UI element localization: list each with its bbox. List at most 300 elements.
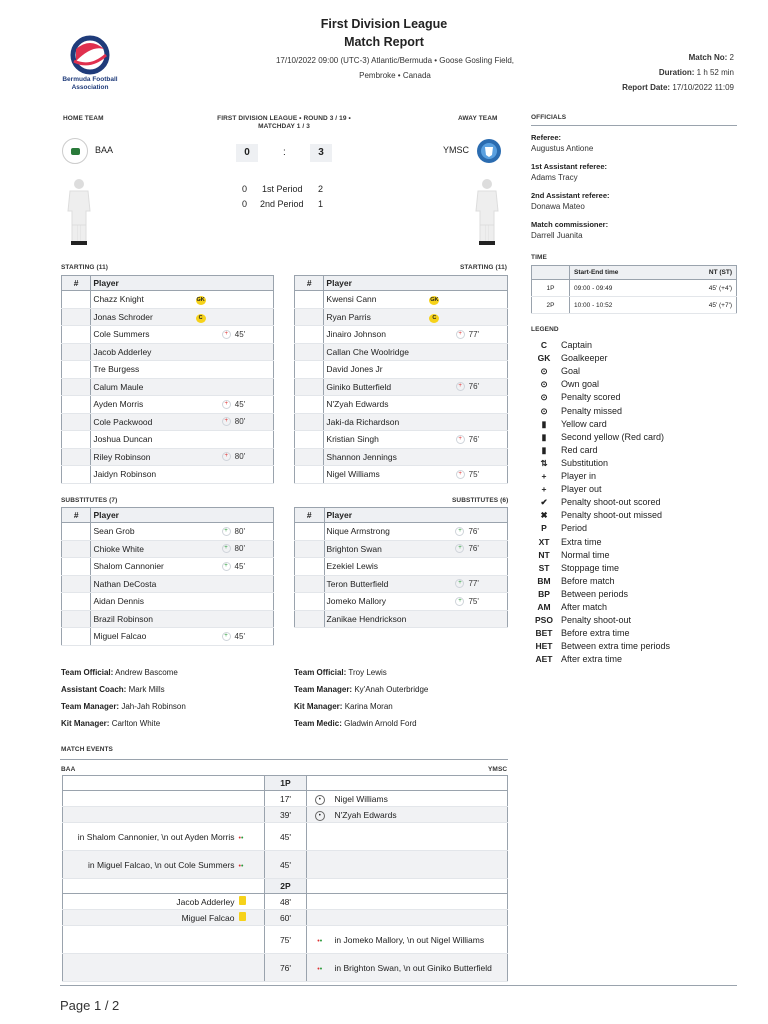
- staff-role: Team Official:: [61, 668, 114, 677]
- player-out-icon: +: [222, 400, 231, 409]
- home-team-label: HOME TEAM: [63, 115, 104, 122]
- home-team-name: BAA: [95, 145, 114, 155]
- player-name: Chioke White: [91, 540, 196, 558]
- legend-symbol: ✖: [540, 510, 548, 521]
- player-out-icon: +: [456, 330, 465, 339]
- legend-symbol: ST: [538, 562, 550, 573]
- event-home: [63, 926, 239, 954]
- period-header: [63, 879, 508, 894]
- legend-symbol: ⊙: [540, 392, 548, 403]
- player-row: [295, 523, 508, 541]
- legend-symbol: XT: [538, 536, 550, 547]
- sub-minute: 76': [468, 526, 479, 536]
- events-home-team: BAA: [61, 766, 76, 773]
- official-role: Referee:: [531, 133, 562, 142]
- event-away: [333, 894, 508, 910]
- bfa-logo: [62, 35, 118, 93]
- goal-icon: •: [315, 811, 325, 821]
- player-in-icon: +: [455, 597, 464, 606]
- event-away: [333, 823, 508, 851]
- home-kit-icon: [64, 177, 94, 247]
- legend-text: Penalty missed: [561, 405, 623, 416]
- sub-minute: 80': [234, 417, 246, 427]
- period-label: 1P: [265, 776, 307, 791]
- legend-symbol: GK: [537, 353, 551, 364]
- time-range: 10:00 - 10:52: [570, 297, 677, 314]
- event-minute: 60': [265, 910, 307, 926]
- legend-symbol: C: [540, 340, 548, 350]
- player-in-icon: +: [455, 579, 464, 588]
- legend-item: [535, 536, 602, 549]
- player-row: [62, 448, 274, 466]
- player-name: Nique Armstrong: [324, 523, 430, 541]
- player-row: [62, 540, 274, 558]
- legend-symbol: ▮: [541, 418, 547, 429]
- player-out-icon: +: [222, 330, 231, 339]
- captain-icon: C: [196, 314, 206, 323]
- away-score: 3: [310, 144, 332, 162]
- player-row: [62, 558, 274, 576]
- legend-text: Penalty shoot-out missed: [561, 510, 663, 521]
- player-name: Jacob Adderley: [91, 343, 196, 361]
- legend-item: [535, 339, 593, 352]
- player-row: [62, 361, 274, 379]
- player-number: [295, 343, 324, 361]
- col-player: Player: [324, 508, 507, 523]
- period-label: 2nd Period: [260, 199, 304, 209]
- period-label: 2P: [265, 879, 307, 894]
- legend-symbol: PSO: [535, 615, 553, 626]
- away-badge-icon: [476, 138, 502, 164]
- player-in-icon: +: [222, 527, 231, 536]
- legend-item: [535, 601, 608, 614]
- legend-item: [535, 522, 588, 535]
- staff-name: Andrew Bascome: [115, 668, 178, 677]
- legend-item: [535, 496, 661, 509]
- event-home: in Shalom Cannonier, \n out Ayden Morris: [63, 823, 239, 851]
- match-events-table: [62, 775, 508, 982]
- officials-title: OFFICIALS: [531, 114, 567, 121]
- player-row: [295, 431, 508, 449]
- legend-symbol: ⇅: [540, 457, 548, 468]
- legend-text: Normal time: [561, 549, 610, 560]
- home-team-badge: [62, 138, 88, 164]
- legend-text: Own goal: [561, 379, 600, 390]
- legend-symbol: +: [541, 471, 547, 481]
- event-row: [63, 910, 508, 926]
- legend-symbol: HET: [535, 641, 553, 652]
- col-nt: NT (ST): [676, 266, 736, 280]
- staff-role: Assistant Coach:: [61, 685, 127, 694]
- period-away-score: 2: [318, 184, 324, 194]
- player-row: [62, 413, 274, 431]
- player-row: [295, 326, 508, 344]
- away-staff-list: [294, 664, 428, 732]
- staff-name: Ky'Anah Outerbridge: [354, 685, 429, 694]
- col-player: Player: [91, 508, 274, 523]
- player-number: [295, 558, 325, 576]
- period-row: [230, 197, 340, 212]
- event-minute: 75': [265, 926, 307, 954]
- player-row: [62, 466, 274, 484]
- match-venue: [250, 53, 540, 83]
- legend-symbol: ⊙: [540, 366, 548, 377]
- legend-symbol: AM: [537, 602, 551, 612]
- sub-minute: 45': [234, 631, 245, 641]
- event-minute: 48': [265, 894, 307, 910]
- time-row: [532, 280, 737, 297]
- player-number: [295, 593, 325, 611]
- player-row: [62, 291, 274, 309]
- away-starting-table: [294, 275, 508, 484]
- legend-symbol: AET: [535, 654, 553, 665]
- player-number: [62, 593, 91, 611]
- player-name: Nathan DeCosta: [91, 575, 196, 593]
- sub-minute: 80': [234, 544, 245, 554]
- player-number: [62, 466, 91, 484]
- player-number: [62, 291, 91, 309]
- goal-icon: •: [315, 795, 325, 805]
- sub-minute: 45': [234, 561, 245, 571]
- legend-symbol: ⊙: [540, 379, 548, 390]
- duration-label: Duration:: [658, 68, 695, 77]
- legend-text: Red card: [561, 444, 598, 455]
- substitution-icon: ••: [238, 862, 244, 870]
- legend-item: [535, 378, 600, 391]
- player-name: Brighton Swan: [324, 540, 430, 558]
- sub-minute: 45': [234, 399, 246, 409]
- player-name: Shannon Jennings: [324, 448, 429, 466]
- event-away: in Brighton Swan, \n out Giniko Butterfield: [333, 954, 508, 982]
- staff-role: Team Medic:: [294, 719, 342, 728]
- player-number: [295, 431, 324, 449]
- legend-text: After extra time: [561, 654, 623, 665]
- sub-minute: 76': [468, 544, 479, 554]
- player-name: Jonas Schroder: [91, 308, 196, 326]
- player-number: [62, 558, 91, 576]
- player-name: Ezekiel Lewis: [324, 558, 430, 576]
- legend-text: Second yellow (Red card): [561, 431, 665, 442]
- player-number: [295, 291, 324, 309]
- captain-icon: C: [429, 314, 439, 323]
- official-name: Adams Tracy: [531, 173, 578, 182]
- player-name: Calum Maule: [91, 378, 196, 396]
- legend-text: Penalty shoot-out: [561, 615, 632, 626]
- player-number: [62, 361, 91, 379]
- event-away: N'Zyah Edwards: [333, 807, 508, 823]
- event-minute: 45': [265, 851, 307, 879]
- match-events-title: MATCH EVENTS: [61, 746, 113, 753]
- player-row: [295, 308, 508, 326]
- player-name: David Jones Jr: [324, 361, 429, 379]
- home-staff-list: [61, 664, 186, 732]
- col-start-end: Start-End time: [570, 266, 677, 280]
- player-name: Jaidyn Robinson: [91, 466, 196, 484]
- player-number: [62, 575, 91, 593]
- period-label: 1st Period: [262, 184, 303, 194]
- duration: 1 h 52 min: [696, 68, 734, 77]
- legend-item: [535, 431, 665, 444]
- player-row: [62, 308, 274, 326]
- player-name: Teron Butterfield: [324, 575, 430, 593]
- staff-name: Gladwin Arnold Ford: [344, 719, 417, 728]
- officials-list: [531, 132, 610, 248]
- legend-text: After match: [561, 602, 608, 612]
- sub-minute: 80': [234, 526, 245, 536]
- staff-role: Team Manager:: [61, 702, 120, 711]
- player-name: Shalom Cannonier: [91, 558, 196, 576]
- home-starting-table: [61, 275, 274, 484]
- event-minute: 39': [265, 807, 307, 823]
- player-name: Chazz Knight: [91, 291, 196, 309]
- sub-minute: 77': [468, 329, 480, 339]
- legend-text: Goalkeeper: [561, 353, 608, 364]
- away-subs-label: SUBSTITUTES (6): [452, 497, 509, 504]
- official-name: Darrell Juanita: [531, 231, 583, 240]
- player-number: [62, 343, 91, 361]
- col-number: #: [62, 276, 91, 291]
- yellow-card-icon: [239, 896, 246, 905]
- legend-symbol: ⊙: [540, 405, 548, 416]
- player-number: [295, 378, 324, 396]
- player-number: [62, 540, 91, 558]
- player-number: [62, 610, 91, 628]
- legend-text: Stoppage time: [561, 562, 620, 573]
- legend-item: [535, 640, 671, 653]
- org-name-line1: Bermuda Football: [62, 76, 118, 83]
- player-number: [62, 523, 91, 541]
- match-no: 2: [729, 53, 734, 62]
- legend-item: [535, 509, 663, 522]
- event-away: [333, 851, 508, 879]
- player-number: [295, 466, 324, 484]
- event-row: [63, 894, 508, 910]
- events-away-team: YMSC: [488, 766, 508, 773]
- legend-item: [535, 549, 610, 562]
- player-row: [62, 396, 274, 414]
- legend-text: Player in: [561, 471, 597, 481]
- player-number: [295, 326, 324, 344]
- event-minute: 45': [265, 823, 307, 851]
- score-separator: :: [283, 147, 286, 158]
- report-title: Match Report: [344, 35, 424, 49]
- player-name: Sean Grob: [91, 523, 196, 541]
- player-name: Brazil Robinson: [91, 610, 196, 628]
- legend-text: Before extra time: [561, 628, 630, 639]
- player-out-icon: +: [456, 435, 465, 444]
- legend-symbol: +: [541, 484, 547, 495]
- time-title: TIME: [531, 254, 547, 261]
- legend-text: Penalty scored: [561, 392, 621, 403]
- legend-symbol: BET: [535, 628, 553, 639]
- player-number: [295, 523, 325, 541]
- away-team-label: AWAY TEAM: [458, 115, 498, 122]
- player-number: [62, 628, 91, 646]
- player-number: [295, 396, 324, 414]
- legend-text: Before match: [561, 575, 615, 586]
- period-scores: [230, 182, 340, 212]
- player-name: Jinairo Johnson: [324, 326, 429, 344]
- staff-role: Team Official:: [294, 668, 347, 677]
- player-number: [62, 431, 91, 449]
- official-name: Augustus Antione: [531, 144, 594, 153]
- player-name: Cole Packwood: [91, 413, 196, 431]
- time-period: 1P: [532, 280, 570, 297]
- player-number: [62, 396, 91, 414]
- legend-text: Goal: [561, 366, 581, 377]
- legend-item: [535, 457, 609, 470]
- event-home: in Miguel Falcao, \n out Cole Summers: [63, 851, 239, 879]
- player-name: Kristian Singh: [324, 431, 429, 449]
- time-nt: 45' (+4'): [676, 280, 736, 297]
- player-number: [295, 413, 324, 431]
- player-row: [295, 291, 508, 309]
- legend-symbol: BP: [538, 588, 550, 599]
- player-row: [62, 628, 274, 646]
- venue-line2: Pembroke • Canada: [359, 71, 431, 80]
- sub-minute: 77': [468, 579, 479, 589]
- event-row: [63, 807, 508, 823]
- player-row: [295, 558, 508, 576]
- staff-role: Team Manager:: [294, 685, 353, 694]
- legend-symbol: P: [541, 523, 547, 534]
- goalkeeper-icon: GK: [430, 297, 439, 304]
- player-name: Tre Burgess: [91, 361, 196, 379]
- player-number: [295, 361, 324, 379]
- legend-item: [535, 391, 621, 404]
- player-name: Cole Summers: [91, 326, 196, 344]
- time-nt: 45' (+7'): [676, 297, 736, 314]
- staff-name: Karina Moran: [344, 702, 393, 711]
- legend-title: LEGEND: [531, 326, 559, 333]
- home-badge-icon: [71, 148, 80, 155]
- staff-name: Jah-Jah Robinson: [121, 702, 186, 711]
- substitution-icon: ••: [317, 965, 323, 973]
- legend-text: Captain: [561, 340, 593, 350]
- official-role: Match commissioner:: [531, 220, 609, 229]
- player-row: [62, 431, 274, 449]
- round-line2: MATCHDAY 1 / 3: [258, 123, 310, 130]
- match-no-label: Match No:: [688, 53, 728, 62]
- event-home: Miguel Falcao: [63, 910, 239, 926]
- event-away: [333, 910, 508, 926]
- event-home: [63, 807, 239, 823]
- col-number: #: [62, 508, 91, 523]
- substitution-icon: ••: [238, 834, 244, 842]
- legend-text: Yellow card: [561, 418, 607, 429]
- time-range: 09:00 - 09:49: [570, 280, 677, 297]
- col-number: #: [295, 508, 325, 523]
- player-out-icon: +: [456, 382, 465, 391]
- legend-symbol: ✔: [540, 497, 548, 508]
- report-date-label: Report Date:: [622, 83, 671, 92]
- col-number: #: [295, 276, 324, 291]
- org-name-line2: Association: [71, 84, 109, 91]
- venue-line1: 17/10/2022 09:00 (UTC-3) Atlantic/Bermuda • Goose Gosling Field,: [275, 56, 515, 65]
- legend-text: Extra time: [561, 536, 602, 547]
- player-number: [295, 610, 325, 628]
- legend-symbol: ▮: [541, 431, 547, 442]
- player-row: [62, 610, 274, 628]
- col-player: Player: [324, 276, 508, 291]
- sub-minute: 75': [468, 596, 479, 606]
- player-out-icon: +: [222, 417, 231, 426]
- page-number: Page 1 / 2: [60, 998, 120, 1013]
- legend-text: Substitution: [561, 457, 609, 468]
- player-out-icon: +: [456, 470, 465, 479]
- sub-minute: 76': [468, 382, 480, 392]
- staff-name: Carlton White: [111, 719, 161, 728]
- period-header: [63, 776, 508, 791]
- legend-item: [535, 444, 598, 457]
- player-number: [62, 448, 91, 466]
- player-row: [295, 466, 508, 484]
- sub-minute: 80': [234, 452, 246, 462]
- event-row: [63, 791, 508, 807]
- player-in-icon: +: [222, 632, 231, 641]
- away-starting-label: STARTING (11): [460, 264, 508, 271]
- legend-item: [535, 470, 597, 483]
- legend-item: [535, 562, 620, 575]
- sub-minute: 75': [468, 469, 480, 479]
- player-row: [295, 361, 508, 379]
- player-in-icon: +: [455, 544, 464, 553]
- player-name: Ryan Parris: [324, 308, 429, 326]
- away-team-name: YMSC: [443, 145, 470, 155]
- bfa-logo-icon: [62, 35, 118, 77]
- player-name: Riley Robinson: [91, 448, 196, 466]
- time-table: [531, 265, 737, 314]
- player-row: [295, 593, 508, 611]
- player-row: [62, 523, 274, 541]
- player-name: Callan Che Woolridge: [324, 343, 429, 361]
- event-row: [63, 823, 508, 851]
- legend-item: [535, 627, 630, 640]
- player-name: Nigel Williams: [324, 466, 429, 484]
- player-name: N'Zyah Edwards: [324, 396, 429, 414]
- legend-item: [535, 483, 602, 496]
- period-home-score: 0: [242, 199, 248, 209]
- player-row: [62, 378, 274, 396]
- player-in-icon: +: [222, 544, 231, 553]
- player-row: [295, 540, 508, 558]
- event-row: [63, 851, 508, 879]
- yellow-card-icon: [239, 912, 246, 921]
- substitution-icon: ••: [317, 937, 323, 945]
- legend-symbol: ▮: [541, 444, 547, 455]
- player-out-icon: +: [222, 452, 231, 461]
- player-row: [295, 610, 508, 628]
- legend-item: [535, 405, 623, 418]
- player-name: Kwensi Cann: [324, 291, 429, 309]
- event-minute: 76': [265, 954, 307, 982]
- event-row: [63, 926, 508, 954]
- staff-name: Troy Lewis: [348, 668, 387, 677]
- player-name: Giniko Butterfield: [324, 378, 429, 396]
- player-number: [62, 308, 91, 326]
- player-name: Joshua Duncan: [91, 431, 196, 449]
- legend-text: Between extra time periods: [561, 641, 671, 652]
- player-number: [295, 308, 324, 326]
- event-away: Nigel Williams: [333, 791, 508, 807]
- player-number: [62, 326, 91, 344]
- player-name: Aidan Dennis: [91, 593, 196, 611]
- player-number: [295, 575, 325, 593]
- staff-role: Kit Manager:: [61, 719, 110, 728]
- sub-minute: 76': [468, 434, 480, 444]
- player-row: [62, 326, 274, 344]
- player-number: [62, 378, 91, 396]
